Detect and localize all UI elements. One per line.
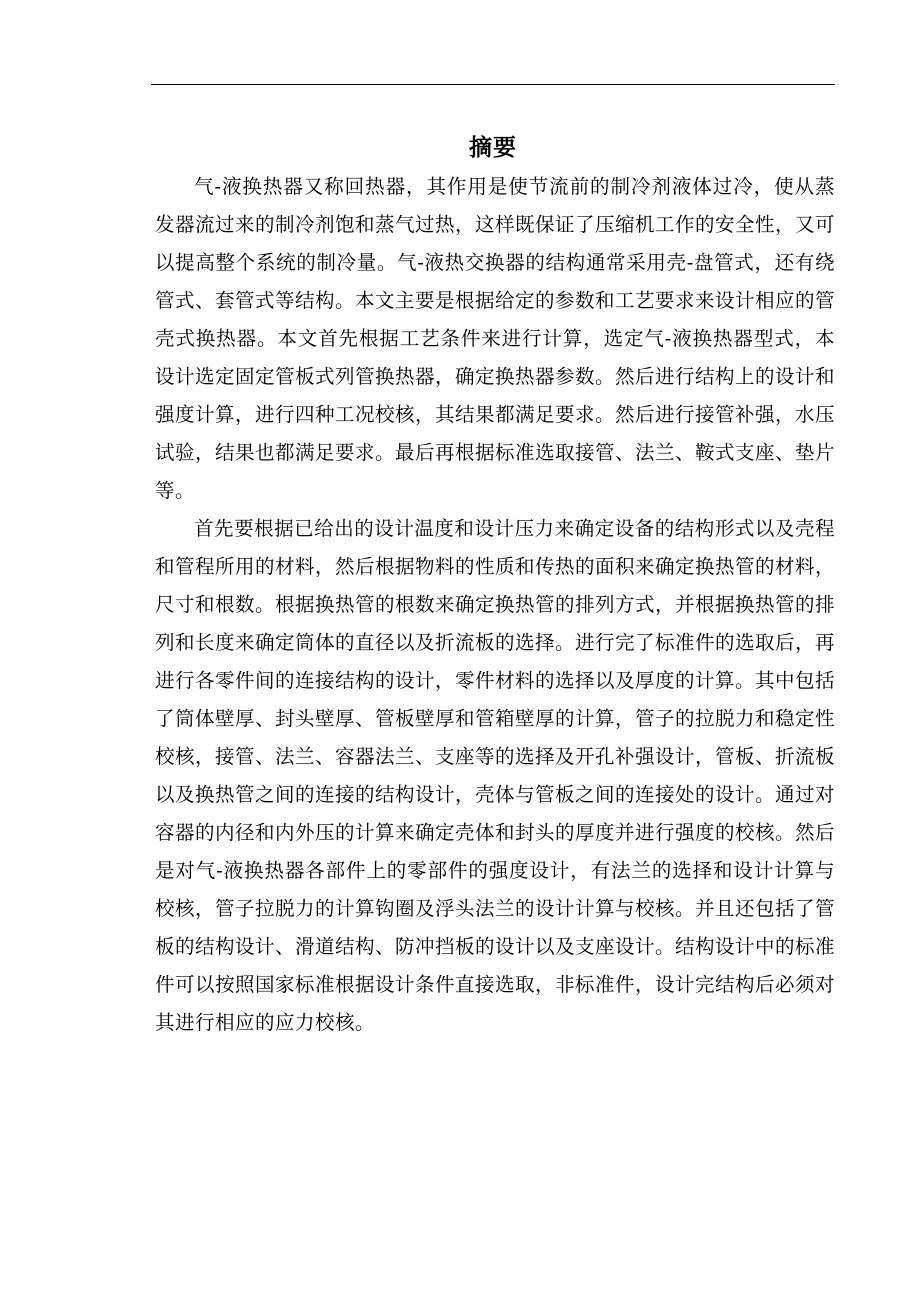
abstract-title: 摘要 <box>469 135 517 161</box>
abstract-paragraph-2: 首先要根据已给出的设计温度和设计压力来确定设备的结构形式以及壳程和管程所用的材料，然后根据物料的性质和传热的面积来确定换热管的材料，尺寸和根数。根据换热管的根数来确定换热管的排列方式，并根据换热管的排列和长度来确定筒体的直径以及折流板的选择。进行完了标准件的选取后，再进行各零件间的连接结构的设计，零件材料的选择以及厚度的计算。其中包括了筒体壁厚、封头壁厚、管板壁厚和管箱壁厚的计算，管子的拉脱力和稳定性校核，接管、法兰、容器法兰、支座等的选择及开孔补强设计，管板、折流板以及换热管之间的连接的结构设计，壳体与管板之间的连接处的设计。通过对容器的内径和内外压的计算来确定壳体和封头的厚度并进行强度的校核。然后是对气-液换热器各部件上的零部件的强度设计，有法兰的选择和设计计算与校核，管子拉脱力的计算钩圈及浮头法兰的设计计算与校核。并且还包括了管板的结构设计、滑道结构、防冲挡板的设计以及支座设计。结构设计中的标准件可以按照国家标准根据设计条件直接选取，非标准件，设计完结构后必须对其进行相应的应力校核。 <box>155 517 836 1034</box>
abstract-body <box>155 168 835 1042</box>
header-rule <box>151 84 835 85</box>
abstract-paragraph-1: 气-液换热器又称回热器，其作用是使节流前的制冷剂液体过冷，使从蒸发器流过来的制冷剂饱和蒸气过热，这样既保证了压缩机工作的安全性，又可以提高整个系统的制冷量。气-液热交换器的结构通常采用壳-盘管式，还有绕管式、套管式等结构。本文主要是根据给定的参数和工艺要求来设计相应的管壳式换热器。本文首先根据工艺条件来进行计算，选定气-液换热器型式，本设计选定固定管板式列管换热器，确定换热器参数。然后进行结构上的设计和强度计算，进行四种工况校核，其结果都满足要求。然后进行接管补强，水压试验，结果也都满足要求。最后再根据标准选取接管、法兰、鞍式支座、垫片等。 <box>155 175 836 502</box>
